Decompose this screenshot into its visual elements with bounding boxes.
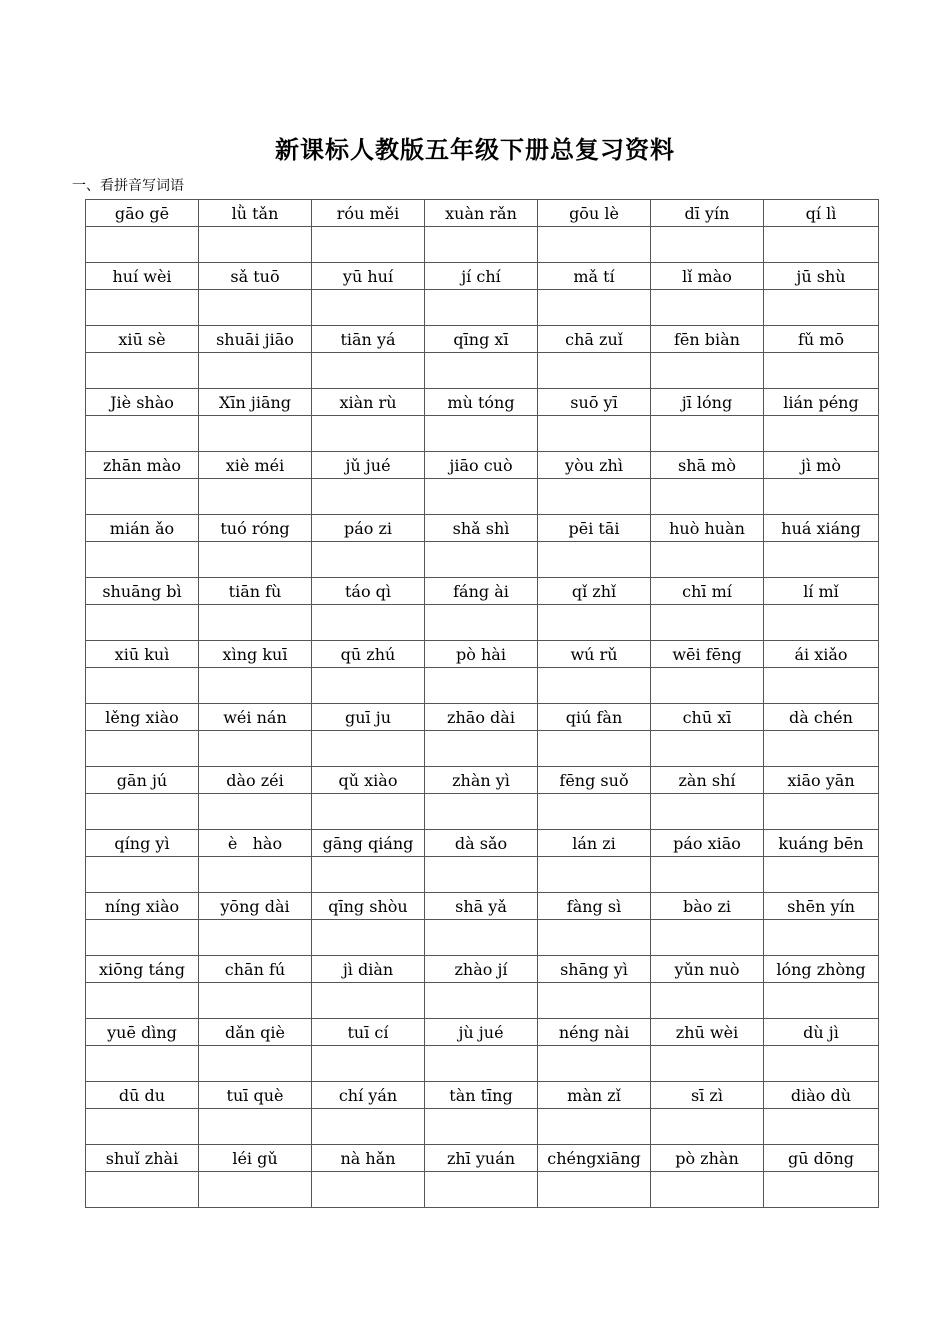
pinyin-cell: wú rǔ: [538, 641, 651, 668]
answer-cell[interactable]: [425, 920, 538, 956]
pinyin-cell: qīng shòu: [312, 893, 425, 920]
answer-cell[interactable]: [425, 227, 538, 263]
answer-cell[interactable]: [651, 920, 764, 956]
pinyin-cell: mián ǎo: [86, 515, 199, 542]
answer-cell[interactable]: [764, 1109, 879, 1145]
answer-cell[interactable]: [199, 1046, 312, 1082]
answer-cell[interactable]: [764, 920, 879, 956]
answer-cell[interactable]: [538, 731, 651, 767]
pinyin-cell: ái xiǎo: [764, 641, 879, 668]
pinyin-cell: táo qì: [312, 578, 425, 605]
answer-cell[interactable]: [651, 857, 764, 893]
answer-cell[interactable]: [86, 668, 199, 704]
pinyin-cell: tiān yá: [312, 326, 425, 353]
pinyin-cell: guī ju: [312, 704, 425, 731]
pinyin-cell: tuī cí: [312, 1019, 425, 1046]
pinyin-cell: chí yán: [312, 1082, 425, 1109]
pinyin-cell: tàn tīng: [425, 1082, 538, 1109]
pinyin-row: [86, 1082, 879, 1109]
answer-cell[interactable]: [312, 542, 425, 578]
answer-cell[interactable]: [764, 227, 879, 263]
pinyin-cell: xiōng táng: [86, 956, 199, 983]
pinyin-cell: tiān fù: [199, 578, 312, 605]
pinyin-row: [86, 893, 879, 920]
answer-cell[interactable]: [199, 857, 312, 893]
answer-cell[interactable]: [312, 920, 425, 956]
answer-cell[interactable]: [86, 227, 199, 263]
answer-cell[interactable]: [199, 290, 312, 326]
answer-cell[interactable]: [425, 353, 538, 389]
pinyin-cell: gōu lè: [538, 200, 651, 227]
answer-cell[interactable]: [651, 1046, 764, 1082]
pinyin-cell: lǐ mào: [651, 263, 764, 290]
answer-cell[interactable]: [86, 983, 199, 1019]
pinyin-row: [86, 515, 879, 542]
pinyin-cell: jì mò: [764, 452, 879, 479]
section-heading: 一、看拼音写词语: [72, 178, 184, 194]
pinyin-cell: qū zhú: [312, 641, 425, 668]
pinyin-cell: yōng dài: [199, 893, 312, 920]
answer-row: [86, 983, 879, 1019]
answer-row: [86, 920, 879, 956]
pinyin-cell: tuī què: [199, 1082, 312, 1109]
answer-cell[interactable]: [538, 605, 651, 641]
answer-cell[interactable]: [425, 416, 538, 452]
answer-cell[interactable]: [651, 227, 764, 263]
pinyin-cell: xiè méi: [199, 452, 312, 479]
answer-cell[interactable]: [764, 731, 879, 767]
answer-cell[interactable]: [86, 920, 199, 956]
pinyin-cell: jiāo cuò: [425, 452, 538, 479]
answer-cell[interactable]: [425, 1109, 538, 1145]
pinyin-cell: gāng qiáng: [312, 830, 425, 857]
answer-row: [86, 290, 879, 326]
answer-row: [86, 794, 879, 830]
answer-cell[interactable]: [199, 731, 312, 767]
pinyin-cell: fēn biàn: [651, 326, 764, 353]
answer-cell[interactable]: [764, 794, 879, 830]
pinyin-cell: xiāo yān: [764, 767, 879, 794]
answer-cell[interactable]: [312, 983, 425, 1019]
pinyin-cell: huá xiáng: [764, 515, 879, 542]
pinyin-cell: níng xiào: [86, 893, 199, 920]
pinyin-cell: mǎ tí: [538, 263, 651, 290]
pinyin-cell: dī yín: [651, 200, 764, 227]
answer-cell[interactable]: [86, 290, 199, 326]
answer-cell[interactable]: [86, 542, 199, 578]
pinyin-cell: huí wèi: [86, 263, 199, 290]
answer-cell[interactable]: [312, 794, 425, 830]
pinyin-row: [86, 578, 879, 605]
answer-cell[interactable]: [86, 794, 199, 830]
pinyin-cell: zhū wèi: [651, 1019, 764, 1046]
answer-cell[interactable]: [425, 290, 538, 326]
answer-cell[interactable]: [86, 1172, 199, 1208]
pinyin-cell: shā mò: [651, 452, 764, 479]
answer-cell[interactable]: [425, 668, 538, 704]
pinyin-cell: suō yī: [538, 389, 651, 416]
pinyin-cell: chān fú: [199, 956, 312, 983]
page-title: 新课标人教版五年级下册总复习资料: [275, 136, 675, 164]
pinyin-cell: shuǐ zhài: [86, 1145, 199, 1172]
pinyin-cell: fáng ài: [425, 578, 538, 605]
pinyin-row: [86, 326, 879, 353]
pinyin-row: [86, 200, 879, 227]
answer-cell[interactable]: [312, 1172, 425, 1208]
pinyin-cell: fēng suǒ: [538, 767, 651, 794]
pinyin-cell: dào zéi: [199, 767, 312, 794]
answer-cell[interactable]: [199, 227, 312, 263]
pinyin-cell: gū dōng: [764, 1145, 879, 1172]
pinyin-cell: Jiè shào: [86, 389, 199, 416]
pinyin-cell: yòu zhì: [538, 452, 651, 479]
answer-cell[interactable]: [199, 920, 312, 956]
answer-cell[interactable]: [199, 668, 312, 704]
answer-cell[interactable]: [538, 1046, 651, 1082]
answer-cell[interactable]: [538, 416, 651, 452]
pinyin-row: [86, 1145, 879, 1172]
answer-cell[interactable]: [538, 920, 651, 956]
answer-cell[interactable]: [425, 731, 538, 767]
pinyin-cell: chā zuǐ: [538, 326, 651, 353]
answer-row: [86, 542, 879, 578]
pinyin-cell: nà hǎn: [312, 1145, 425, 1172]
answer-cell[interactable]: [764, 1172, 879, 1208]
answer-cell[interactable]: [538, 542, 651, 578]
pinyin-cell: zhào jí: [425, 956, 538, 983]
pinyin-cell: xiū sè: [86, 326, 199, 353]
pinyin-cell: jì diàn: [312, 956, 425, 983]
answer-row: [86, 857, 879, 893]
answer-row: [86, 1109, 879, 1145]
pinyin-cell: jí chí: [425, 263, 538, 290]
pinyin-cell: sǎ tuō: [199, 263, 312, 290]
pinyin-row: [86, 263, 879, 290]
answer-cell[interactable]: [86, 605, 199, 641]
answer-cell[interactable]: [199, 605, 312, 641]
answer-cell[interactable]: [312, 668, 425, 704]
answer-cell[interactable]: [199, 983, 312, 1019]
pinyin-cell: shuāng bì: [86, 578, 199, 605]
pinyin-cell: chéngxiāng: [538, 1145, 651, 1172]
answer-row: [86, 668, 879, 704]
pinyin-cell: màn zǐ: [538, 1082, 651, 1109]
pinyin-cell: yuē dìng: [86, 1019, 199, 1046]
answer-cell[interactable]: [538, 227, 651, 263]
pinyin-cell: páo zi: [312, 515, 425, 542]
pinyin-cell: zhī yuán: [425, 1145, 538, 1172]
answer-cell[interactable]: [651, 731, 764, 767]
pinyin-cell: jī lóng: [651, 389, 764, 416]
pinyin-cell: lǜ tǎn: [199, 200, 312, 227]
answer-cell[interactable]: [538, 668, 651, 704]
answer-cell[interactable]: [199, 416, 312, 452]
answer-row: [86, 731, 879, 767]
pinyin-cell: è hào: [199, 830, 312, 857]
answer-cell[interactable]: [651, 668, 764, 704]
pinyin-cell: qǔ xiào: [312, 767, 425, 794]
answer-cell[interactable]: [312, 227, 425, 263]
pinyin-cell: shēn yín: [764, 893, 879, 920]
answer-cell[interactable]: [199, 353, 312, 389]
answer-cell[interactable]: [312, 479, 425, 515]
pinyin-cell: yǔn nuò: [651, 956, 764, 983]
answer-cell[interactable]: [538, 1109, 651, 1145]
pinyin-cell: shā yǎ: [425, 893, 538, 920]
pinyin-row: [86, 641, 879, 668]
pinyin-row: [86, 830, 879, 857]
pinyin-cell: shuāi jiāo: [199, 326, 312, 353]
pinyin-cell: qíng yì: [86, 830, 199, 857]
pinyin-row: [86, 767, 879, 794]
answer-cell[interactable]: [86, 731, 199, 767]
pinyin-cell: jù jué: [425, 1019, 538, 1046]
answer-cell[interactable]: [651, 479, 764, 515]
answer-cell[interactable]: [86, 857, 199, 893]
answer-cell[interactable]: [199, 1172, 312, 1208]
pinyin-cell: lán zi: [538, 830, 651, 857]
answer-cell[interactable]: [86, 479, 199, 515]
pinyin-cell: mù tóng: [425, 389, 538, 416]
answer-cell[interactable]: [764, 290, 879, 326]
answer-cell[interactable]: [199, 542, 312, 578]
pinyin-cell: dǎn qiè: [199, 1019, 312, 1046]
pinyin-cell: xìng kuī: [199, 641, 312, 668]
pinyin-cell: qiú fàn: [538, 704, 651, 731]
answer-cell[interactable]: [199, 479, 312, 515]
answer-cell[interactable]: [651, 290, 764, 326]
answer-cell[interactable]: [764, 542, 879, 578]
pinyin-cell: dù jì: [764, 1019, 879, 1046]
answer-cell[interactable]: [538, 857, 651, 893]
pinyin-cell: qīng xī: [425, 326, 538, 353]
answer-cell[interactable]: [312, 605, 425, 641]
answer-cell[interactable]: [312, 857, 425, 893]
answer-cell[interactable]: [312, 353, 425, 389]
answer-cell[interactable]: [651, 983, 764, 1019]
answer-cell[interactable]: [312, 290, 425, 326]
pinyin-cell: róu měi: [312, 200, 425, 227]
answer-cell[interactable]: [538, 1172, 651, 1208]
pinyin-cell: qí lì: [764, 200, 879, 227]
answer-cell[interactable]: [425, 794, 538, 830]
answer-cell[interactable]: [651, 605, 764, 641]
pinyin-cell: shāng yì: [538, 956, 651, 983]
answer-cell[interactable]: [651, 542, 764, 578]
answer-row: [86, 416, 879, 452]
pinyin-cell: pēi tāi: [538, 515, 651, 542]
answer-cell[interactable]: [312, 731, 425, 767]
answer-cell[interactable]: [764, 353, 879, 389]
pinyin-grid: [85, 199, 879, 1208]
answer-row: [86, 1046, 879, 1082]
pinyin-row: [86, 704, 879, 731]
pinyin-cell: wéi nán: [199, 704, 312, 731]
pinyin-cell: léi gǔ: [199, 1145, 312, 1172]
answer-cell[interactable]: [312, 416, 425, 452]
pinyin-cell: dà chén: [764, 704, 879, 731]
pinyin-cell: xiū kuì: [86, 641, 199, 668]
pinyin-cell: sī zì: [651, 1082, 764, 1109]
pinyin-cell: pò zhàn: [651, 1145, 764, 1172]
pinyin-cell: qǐ zhǐ: [538, 578, 651, 605]
answer-cell[interactable]: [651, 353, 764, 389]
answer-cell[interactable]: [86, 1046, 199, 1082]
pinyin-cell: zhāo dài: [425, 704, 538, 731]
pinyin-cell: fàng sì: [538, 893, 651, 920]
answer-cell[interactable]: [538, 794, 651, 830]
answer-cell[interactable]: [764, 668, 879, 704]
answer-cell[interactable]: [651, 794, 764, 830]
answer-cell[interactable]: [312, 1109, 425, 1145]
pinyin-cell: shǎ shì: [425, 515, 538, 542]
pinyin-cell: xiàn rù: [312, 389, 425, 416]
answer-row: [86, 1172, 879, 1208]
answer-cell[interactable]: [199, 1109, 312, 1145]
answer-cell[interactable]: [425, 479, 538, 515]
pinyin-cell: wēi fēng: [651, 641, 764, 668]
pinyin-cell: zhān mào: [86, 452, 199, 479]
pinyin-cell: fǔ mō: [764, 326, 879, 353]
pinyin-cell: jǔ jué: [312, 452, 425, 479]
pinyin-cell: chū xī: [651, 704, 764, 731]
pinyin-cell: zàn shí: [651, 767, 764, 794]
answer-cell[interactable]: [764, 479, 879, 515]
answer-cell[interactable]: [425, 983, 538, 1019]
answer-row: [86, 605, 879, 641]
pinyin-cell: kuáng bēn: [764, 830, 879, 857]
pinyin-cell: huò huàn: [651, 515, 764, 542]
answer-row: [86, 353, 879, 389]
pinyin-row: [86, 956, 879, 983]
pinyin-cell: Xīn jiāng: [199, 389, 312, 416]
pinyin-cell: jū shù: [764, 263, 879, 290]
answer-row: [86, 227, 879, 263]
answer-cell[interactable]: [651, 1109, 764, 1145]
pinyin-cell: diào dù: [764, 1082, 879, 1109]
answer-cell[interactable]: [312, 1046, 425, 1082]
answer-cell[interactable]: [86, 1109, 199, 1145]
answer-cell[interactable]: [86, 353, 199, 389]
answer-cell[interactable]: [425, 1046, 538, 1082]
answer-cell[interactable]: [538, 479, 651, 515]
pinyin-row: [86, 452, 879, 479]
answer-cell[interactable]: [425, 1172, 538, 1208]
pinyin-cell: páo xiāo: [651, 830, 764, 857]
pinyin-cell: dū du: [86, 1082, 199, 1109]
pinyin-cell: dà sǎo: [425, 830, 538, 857]
answer-row: [86, 479, 879, 515]
answer-cell[interactable]: [764, 605, 879, 641]
answer-cell[interactable]: [764, 1046, 879, 1082]
answer-cell[interactable]: [425, 542, 538, 578]
pinyin-cell: lián péng: [764, 389, 879, 416]
answer-cell[interactable]: [425, 857, 538, 893]
answer-cell[interactable]: [538, 983, 651, 1019]
pinyin-cell: gāo gē: [86, 200, 199, 227]
pinyin-cell: chī mí: [651, 578, 764, 605]
pinyin-cell: xuàn rǎn: [425, 200, 538, 227]
grid-body: [86, 200, 879, 1208]
pinyin-cell: gān jú: [86, 767, 199, 794]
answer-cell[interactable]: [425, 605, 538, 641]
answer-cell[interactable]: [538, 290, 651, 326]
pinyin-cell: lóng zhòng: [764, 956, 879, 983]
pinyin-cell: pò hài: [425, 641, 538, 668]
pinyin-cell: néng nài: [538, 1019, 651, 1046]
pinyin-cell: bào zi: [651, 893, 764, 920]
answer-cell[interactable]: [651, 416, 764, 452]
pinyin-row: [86, 1019, 879, 1046]
answer-cell[interactable]: [764, 983, 879, 1019]
pinyin-cell: yū huí: [312, 263, 425, 290]
pinyin-cell: zhàn yì: [425, 767, 538, 794]
answer-cell[interactable]: [199, 794, 312, 830]
answer-cell[interactable]: [538, 353, 651, 389]
pinyin-cell: lěng xiào: [86, 704, 199, 731]
answer-cell[interactable]: [86, 416, 199, 452]
pinyin-cell: lí mǐ: [764, 578, 879, 605]
answer-cell[interactable]: [764, 416, 879, 452]
pinyin-row: [86, 389, 879, 416]
answer-cell[interactable]: [764, 857, 879, 893]
answer-cell[interactable]: [651, 1172, 764, 1208]
pinyin-cell: tuó róng: [199, 515, 312, 542]
